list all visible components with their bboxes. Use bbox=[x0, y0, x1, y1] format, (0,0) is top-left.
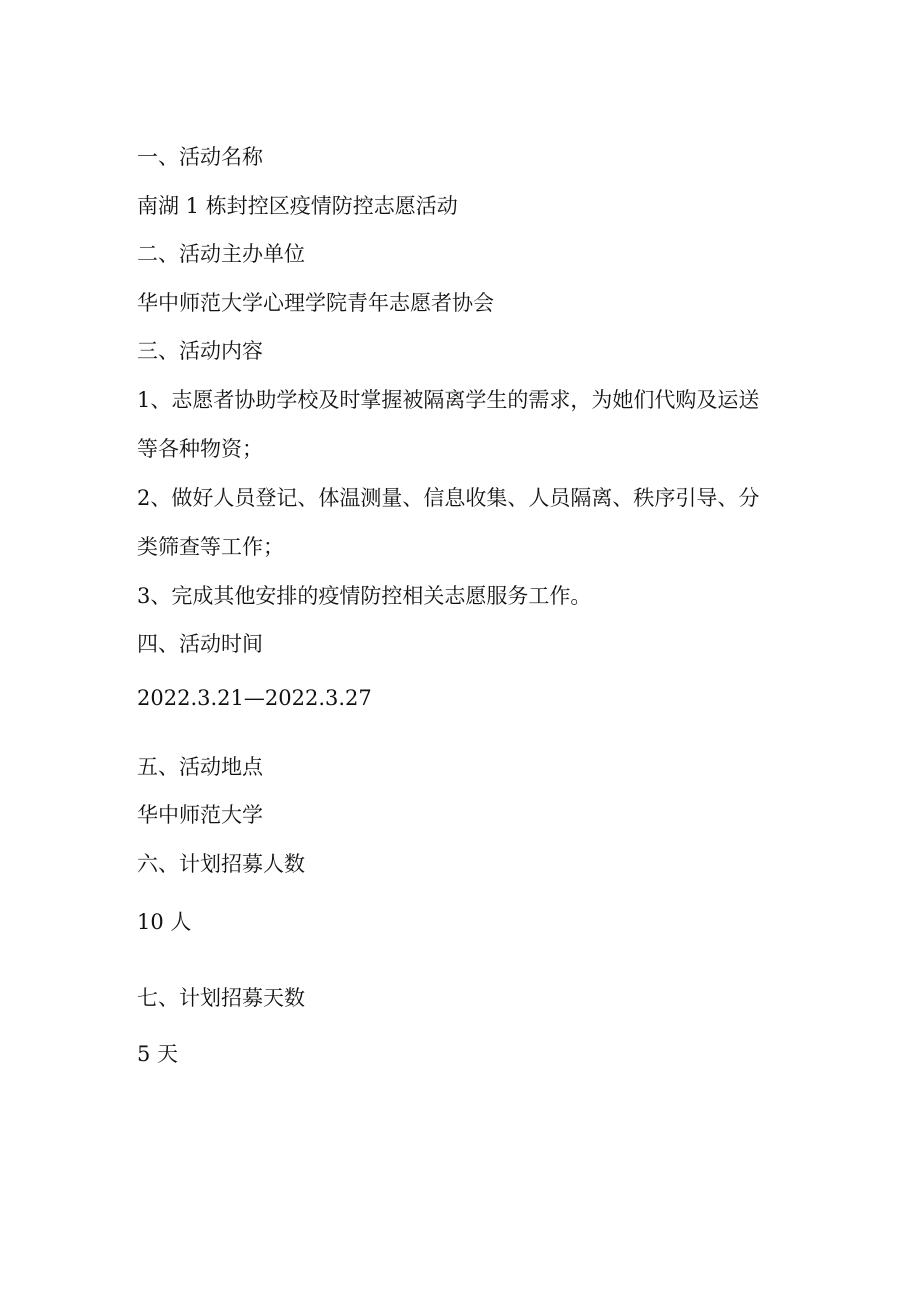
content-item-1-line-1: 1、志愿者协助学校及时掌握被隔离学生的需求，为她们代购及运送 bbox=[137, 388, 760, 412]
content-item-2-line-1: 2、做好人员登记、体温测量、信息收集、人员隔离、秩序引导、分 bbox=[137, 486, 760, 510]
activity-time-value: 2022.3.21—2022.3.27 bbox=[137, 686, 372, 710]
section-heading-recruit-days: 七、计划招募天数 bbox=[137, 986, 305, 1010]
organizer-value: 华中师范大学心理学院青年志愿者协会 bbox=[137, 291, 494, 315]
recruit-count-value: 10 人 bbox=[137, 910, 192, 934]
section-heading-activity-name: 一、活动名称 bbox=[137, 145, 263, 169]
recruit-days-value: 5 天 bbox=[137, 1042, 179, 1066]
content-item-1-line-2: 等各种物资； bbox=[137, 437, 263, 461]
section-heading-recruit-count: 六、计划招募人数 bbox=[137, 852, 305, 876]
section-heading-organizer: 二、活动主办单位 bbox=[137, 242, 305, 266]
section-heading-activity-location: 五、活动地点 bbox=[137, 755, 263, 779]
section-heading-activity-content: 三、活动内容 bbox=[137, 339, 263, 363]
activity-location-value: 华中师范大学 bbox=[137, 803, 263, 827]
content-item-3: 3、完成其他安排的疫情防控相关志愿服务工作。 bbox=[137, 584, 592, 608]
content-item-2-line-2: 类筛查等工作； bbox=[137, 535, 284, 559]
activity-name-value: 南湖 1 栋封控区疫情防控志愿活动 bbox=[137, 194, 458, 218]
section-heading-activity-time: 四、活动时间 bbox=[137, 632, 263, 656]
